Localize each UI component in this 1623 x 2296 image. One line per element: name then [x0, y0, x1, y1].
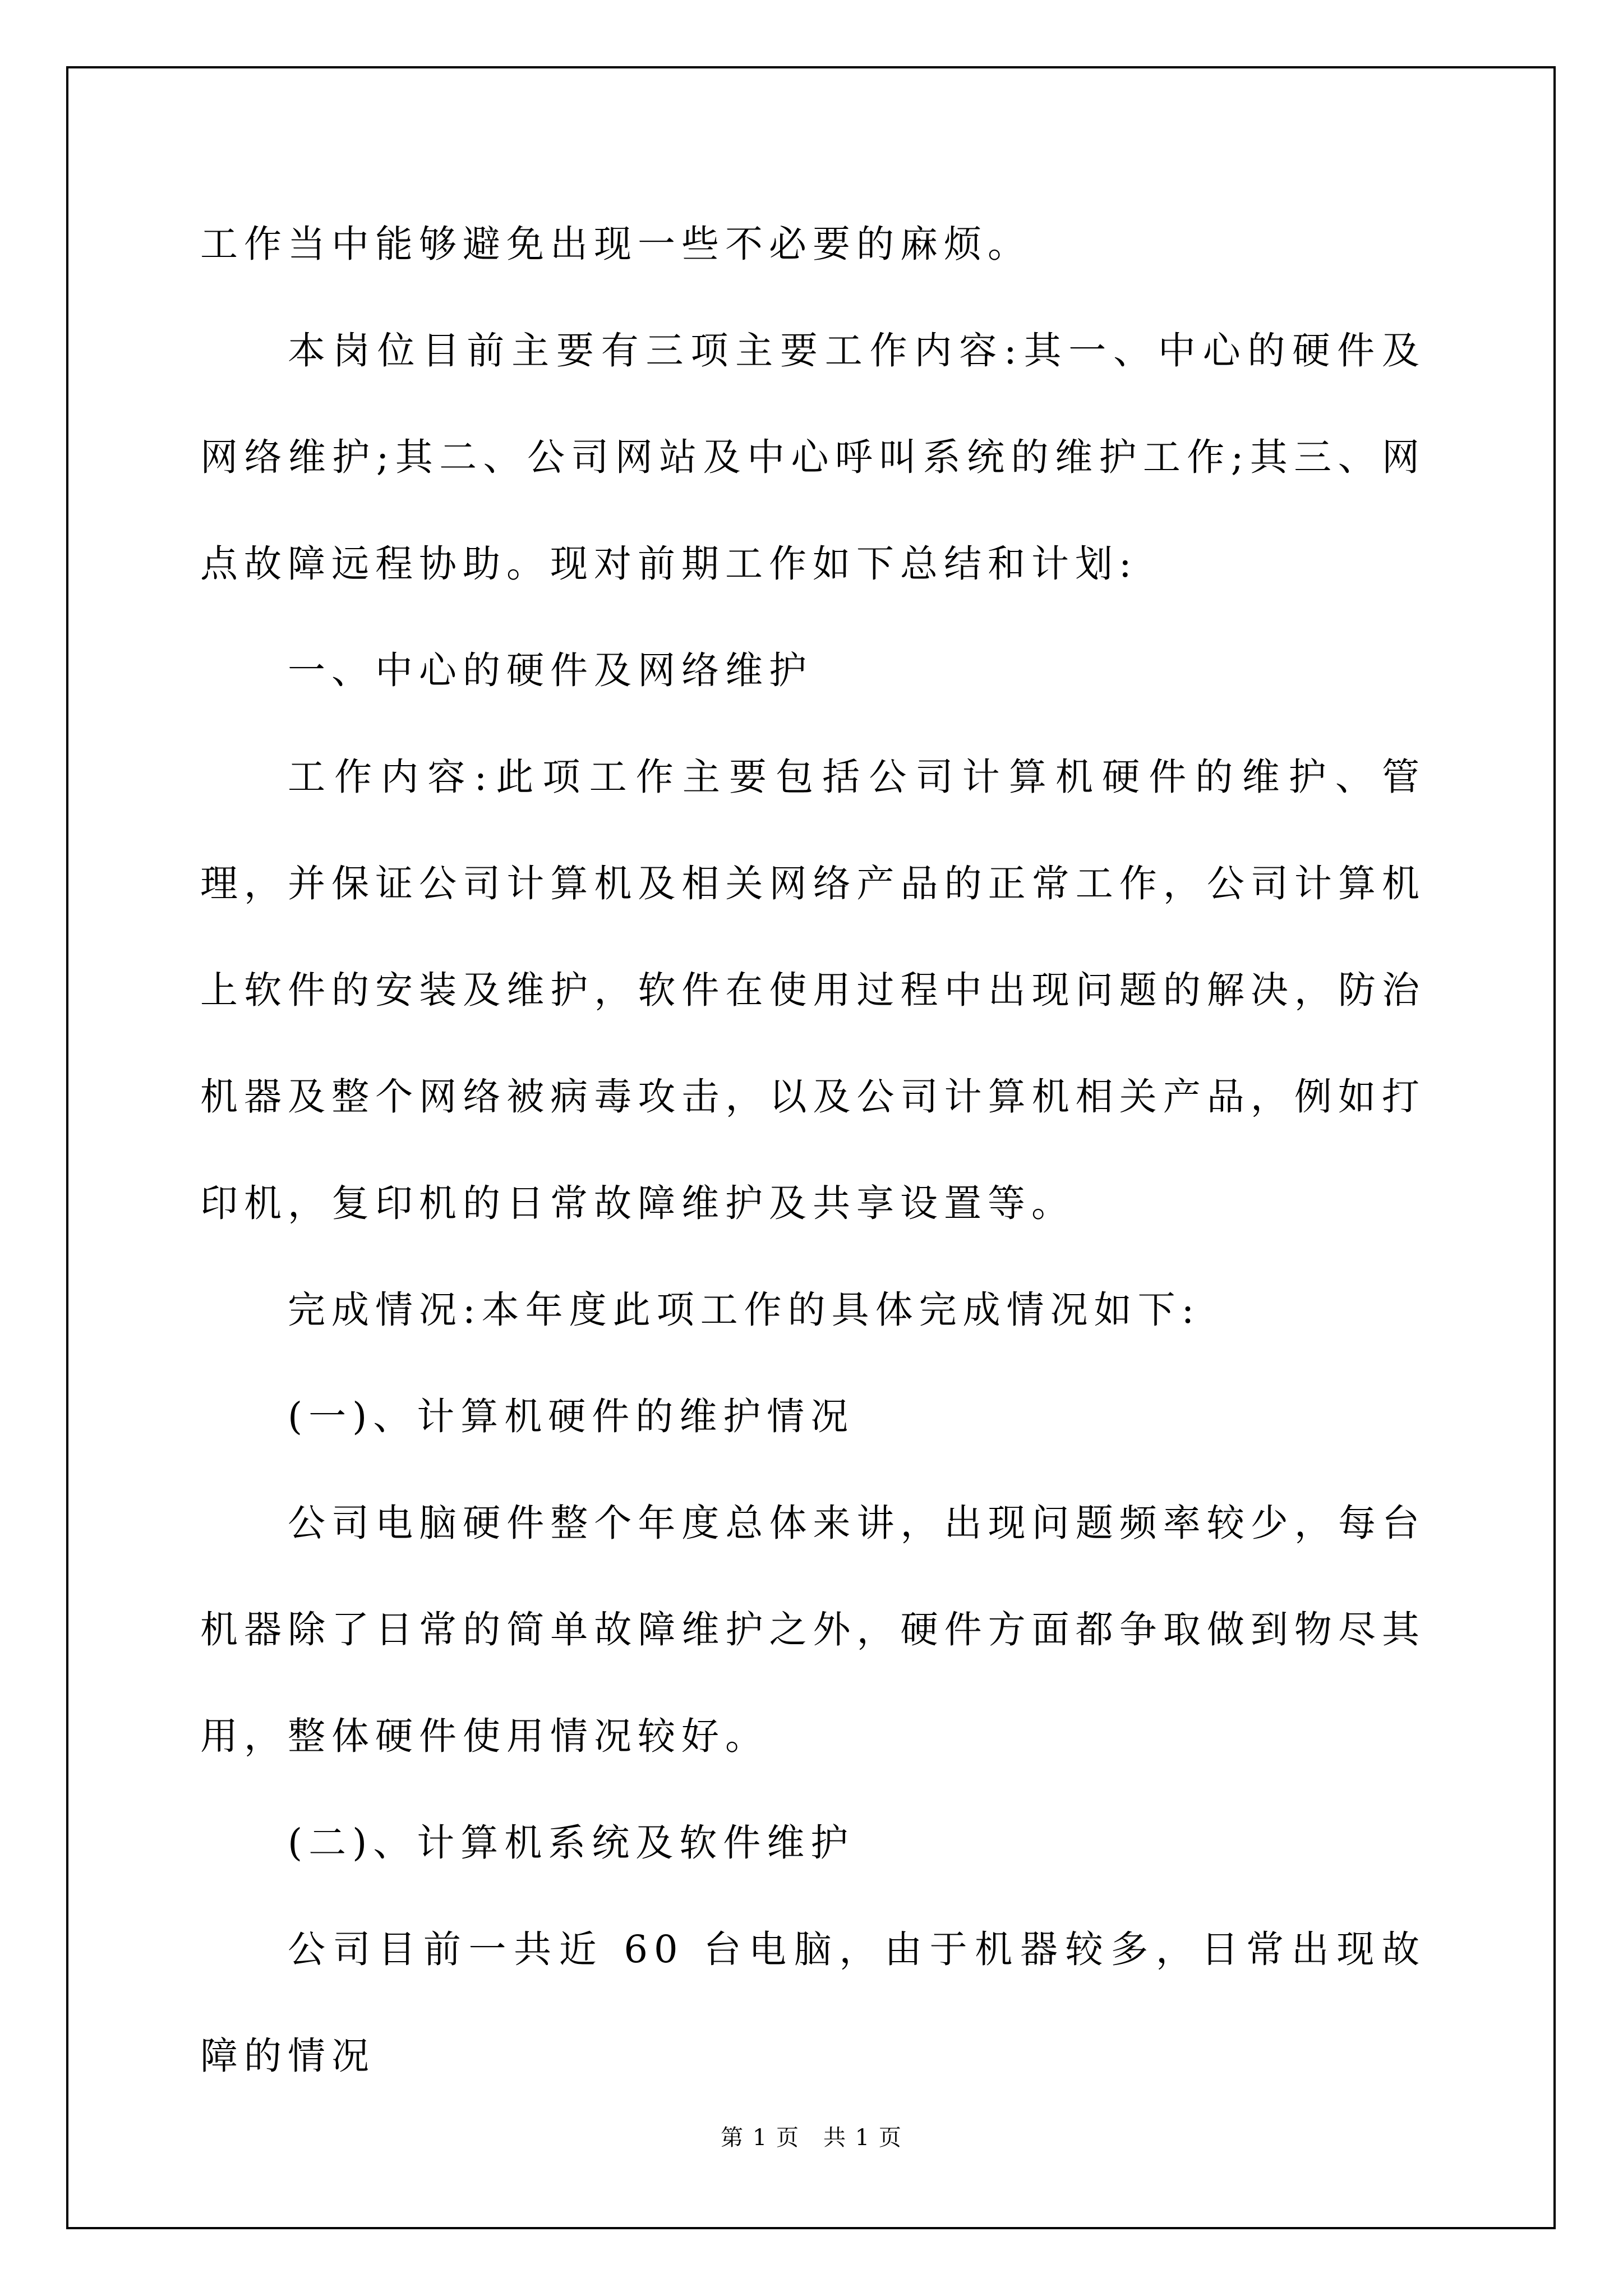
subsection-heading-2: (二)、计算机系统及软件维护	[288, 1821, 855, 1865]
page-footer: 第 1 页 共 1 页	[721, 2125, 902, 2151]
section-heading-1: 一、中心的硬件及网络维护	[288, 648, 813, 692]
paragraph-completion: 完成情况:本年度此项工作的具体完成情况如下:	[288, 1288, 1201, 1332]
paragraph-1: 工作当中能够避免出现一些不必要的麻烦。	[200, 222, 1031, 266]
document-body	[200, 191, 1426, 2109]
paragraph-work-content: 工作内容:此项工作主要包括公司计算机硬件的维护、管理，并保证公司计算机及相关网络产品的正常工作，公司计算机上软件的安装及维护，软件在使用过程中出现问题的解决，防治机器及整个网络被病毒攻击，以及公司计算机相关产品，例如打印机，复印机的日常故障维护及共享设置等。	[200, 755, 1426, 1225]
subsection-heading-1: (一)、计算机硬件的维护情况	[288, 1395, 855, 1438]
paragraph-hardware: 公司电脑硬件整个年度总体来讲，出现问题频率较少，每台机器除了日常的简单故障维护之外，硬件方面都争取做到物尽其用，整体硬件使用情况较好。	[200, 1501, 1426, 1758]
paragraph-software: 公司目前一共近 60 台电脑，由于机器较多，日常出现故障的情况	[200, 1927, 1426, 2078]
paragraph-2: 本岗位目前主要有三项主要工作内容:其一、中心的硬件及网络维护;其二、公司网站及中心呼叫系统的维护工作;其三、网点故障远程协助。现对前期工作如下总结和计划:	[200, 329, 1426, 586]
